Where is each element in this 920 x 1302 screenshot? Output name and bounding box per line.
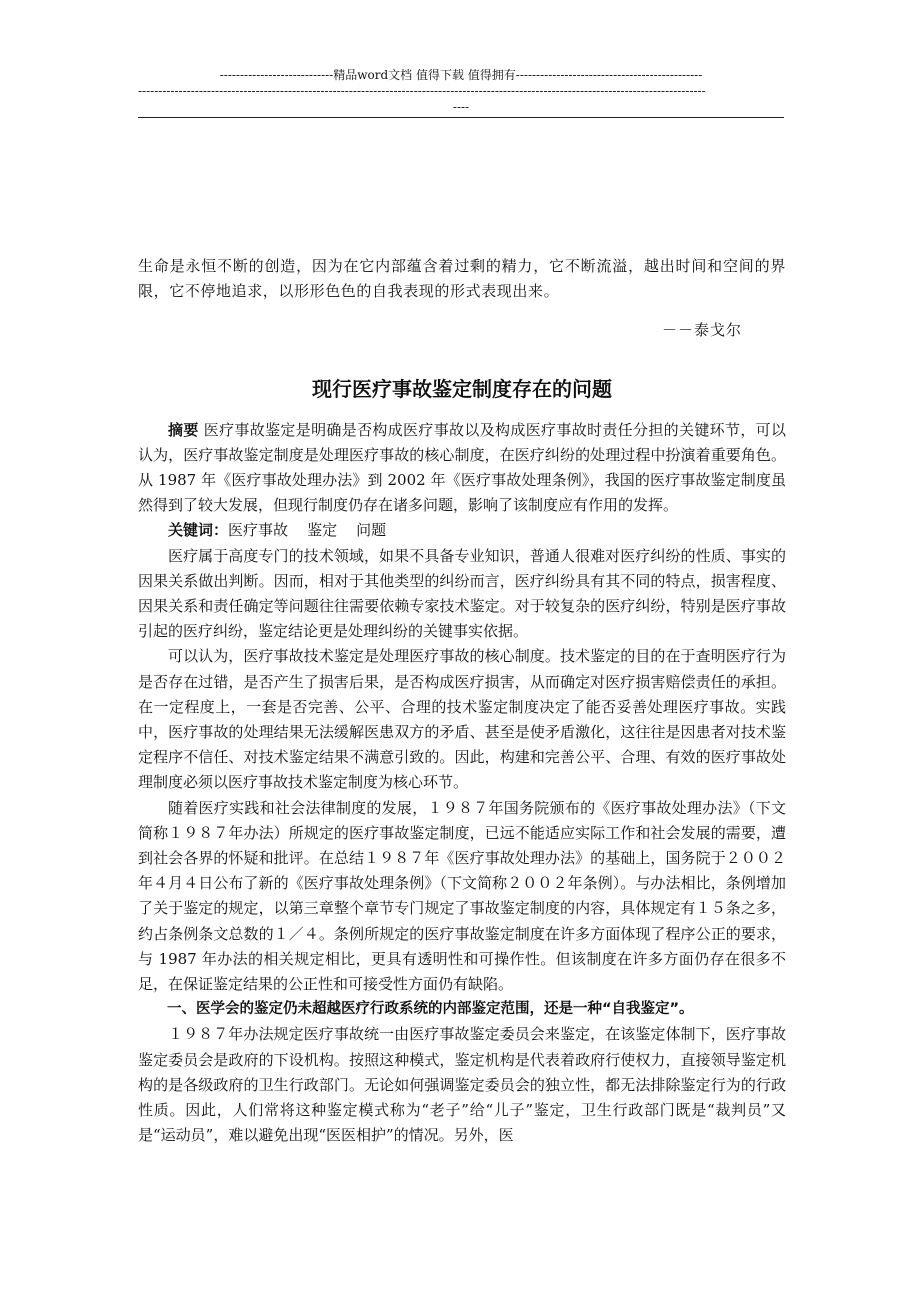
epigraph-attribution: －－泰戈尔 [661,321,742,340]
body-paragraph-1: 医疗属于高度专门的技术领域，如果不具备专业知识，普通人很难对医疗纠纷的性质、事实的因果关系做出判断。因而，相对于其他类型的纠纷而言，医疗纠纷具有其不同的特点，损害程度、因果关系和责任确定等问题往往需要依赖专家技术鉴定。对于较复杂的医疗纠纷，特别是医疗事故引起的医疗纠纷，鉴定结论更是处理纠纷的关键事实依据。 [138,546,786,641]
abstract-label: 摘要 [168,420,199,439]
epigraph-quote: 生命是永恒不断的创造，因为在它内部蕴含着过剩的精力，它不断流溢，越出时间和空间的界限，它不停地追求，以形形色色的自我表现的形式表现出来。 [138,257,786,301]
section-heading-1: 一、医学会的鉴定仍未超越医疗行政系统的内部鉴定范围，还是一种“自我鉴定”。 [167,1001,694,1018]
header-banner: ----------------------------精品word文档 值得下载 值得拥有---------------------------------------------- [219,68,703,82]
article-title: 现行医疗事故鉴定制度存在的问题 [312,376,612,401]
section-1-paragraph: １９８７年办法规定医疗事故统一由医疗事故鉴定委员会来鉴定，在该鉴定体制下，医疗事故鉴定委员会是政府的下设机构。按照这种模式，鉴定机构是代表着政府行使权力，直接领导鉴定机构的是各级政府的卫生行政部门。无论如何强调鉴定委员会的独立性，都无法排除鉴定行为的行政性质。因此，人们常将这种鉴定模式称为“老子”给“儿子”鉴定，卫生行政部门既是“裁判员”又是“运动员”，难以避免出现“医医相护”的情况。另外，医 [138,1025,786,1145]
body-paragraph-3: 随着医疗实践和社会法律制度的发展，１９８７年国务院颁布的《医疗事故处理办法》（下文简称１９８７年办法）所规定的医疗事故鉴定制度，已远不能适应实际工作和社会发展的需要，遭到社会各界的怀疑和批评。在总结１９８７年《医疗事故处理办法》的基础上，国务院于２００２年４月４日公布了新的《医疗事故处理条例》（下文简称２００２年条例）。与办法相比，条例增加了关于鉴定的规定，以第三章整个章节专门规定了事故鉴定制度的内容，具体规定有１５条之多，约占条例条文总数的１／４。条例所规定的医疗事故鉴定制度在许多方面体现了程序公正的要求，与 1987 年办法的相关规定相比，更具有透明性和可操作性。但该制度在许多方面仍存在很多不足，在保证鉴定结果的公正性和可接受性方面仍有缺陷。 [138,798,786,994]
abstract [138,418,786,519]
keywords [138,518,786,543]
document-body [138,254,786,1149]
header-rule [138,117,784,118]
header-dash-line: -------------------------------------------------------------------------------------------------------------------------------------------- [138,84,706,98]
keywords-label: 关键词： [168,521,229,540]
keywords-text: 医疗事故 鉴定 问题 [228,521,387,540]
body-paragraph-2: 可以认为，医疗事故技术鉴定是处理医疗事故的核心制度。技术鉴定的目的在于查明医疗行为是否存在过错，是否产生了损害后果，是否构成医疗损害，从而确定对医疗损害赔偿责任的承担。在一定程度上，一套是否完善、公平、合理的技术鉴定制度决定了能否妥善处理医疗事故。实践中，医疗事故的处理结果无法缓解医患双方的矛盾、甚至是使矛盾激化，这往往是因患者对技术鉴定程序不信任、对技术鉴定结果不满意引致的。因此，构建和完善公平、合理、有效的医疗事故处理制度必须以医疗事故技术鉴定制度为核心环节。 [138,647,786,792]
header-dash-tail: ---- [452,100,470,114]
abstract-text: 医疗事故鉴定是明确是否构成医疗事故以及构成医疗事故时责任分担的关键环节，可以认为，医疗事故鉴定制度是处理医疗事故的核心制度，在医疗纠纷的处理过程中扮演着重要角色。从 1987 年《医疗事故处理办法》到 2002 年《医疗事故处理条例》，我国的医疗事故鉴定制度虽然得到了较大发展，但现行制度仍存在诸多问题，影响了该制度应有作用的发挥。 [138,420,786,515]
